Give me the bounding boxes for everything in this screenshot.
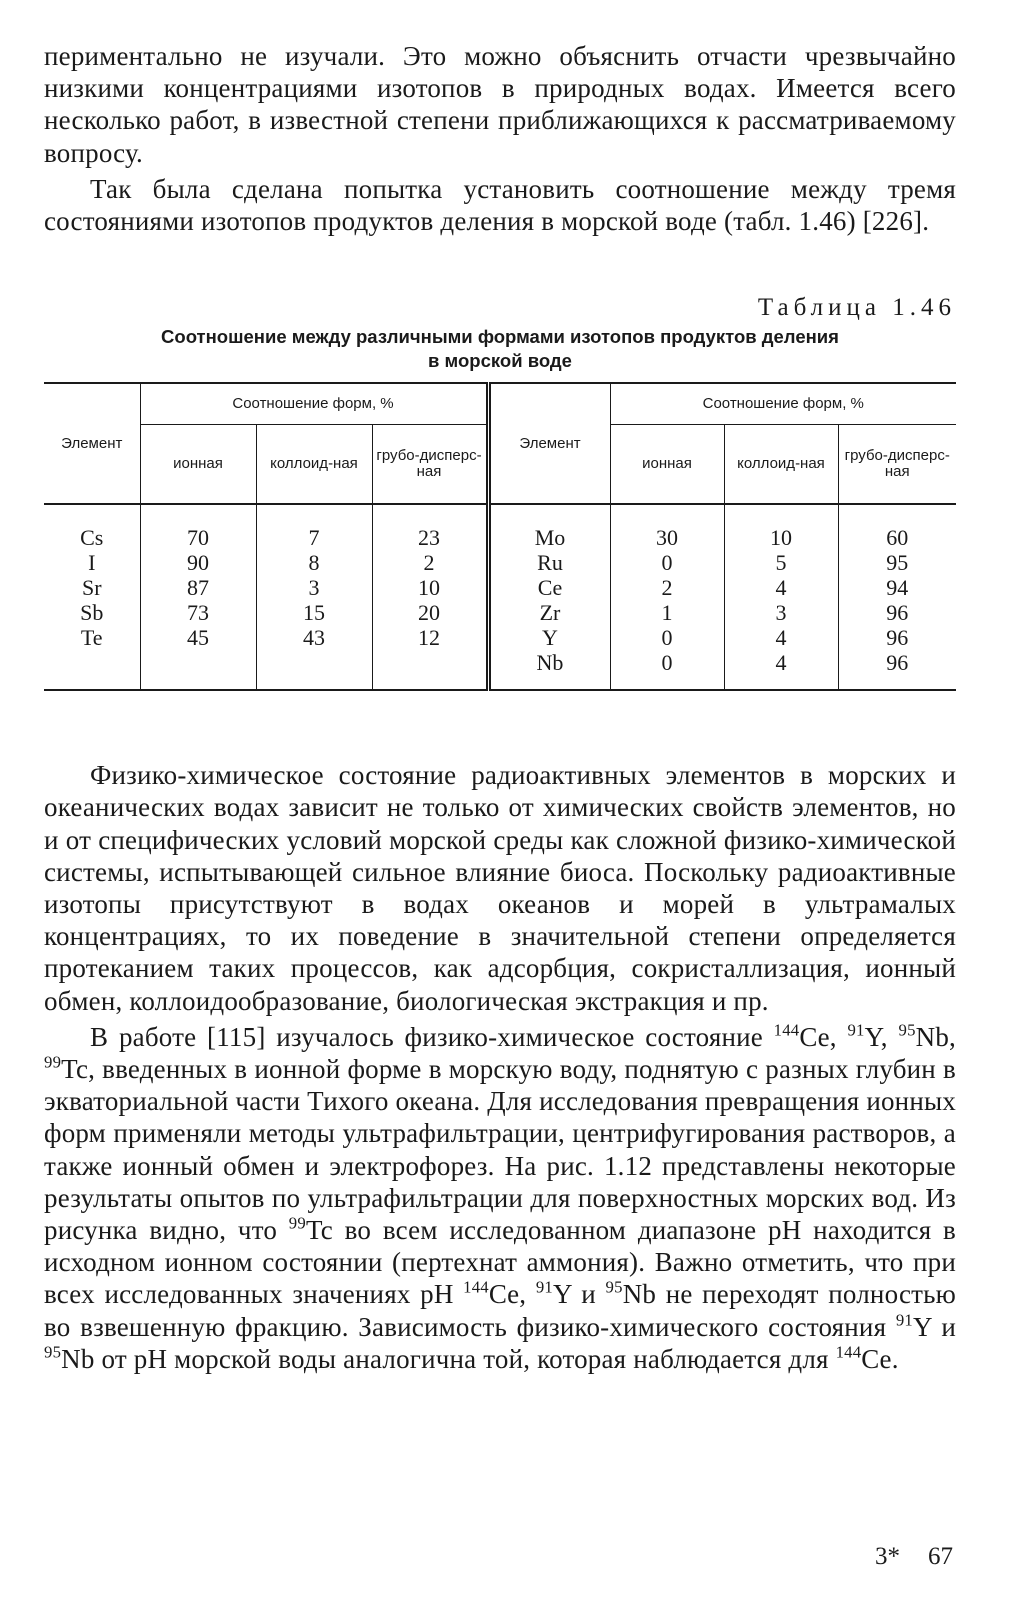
cell-colloid: 4 (775, 625, 787, 651)
printer-signature: 3* (875, 1543, 900, 1570)
cell-element: Sr (81, 575, 102, 601)
table-body-row (44, 504, 956, 690)
header-element-right: Элемент (488, 383, 610, 504)
column-colloid-left (256, 504, 372, 690)
cell-ionic: 45 (187, 625, 209, 651)
cell-element: Sb (80, 600, 104, 626)
table-caption: Таблица 1.46 (757, 294, 956, 322)
table-title-line2: в морской воде (428, 350, 572, 372)
cell-coarse: 12 (418, 625, 440, 651)
cell-colloid: 43 (303, 625, 325, 651)
isotope-forms-table (44, 382, 956, 691)
cell-coarse: 23 (418, 525, 440, 551)
header-coarse-left: грубо-дисперс-ная (372, 425, 488, 505)
cell-ionic: 2 (661, 575, 673, 601)
cell-ionic: 0 (661, 625, 673, 651)
cell-colloid: 3 (308, 575, 320, 601)
cell-element: Mo (534, 525, 566, 551)
page-number: 67 (928, 1543, 953, 1570)
cell-coarse: 2 (423, 550, 435, 576)
page (44, 40, 956, 1375)
column-ionic-left (140, 504, 256, 690)
cell-ionic: 90 (187, 550, 209, 576)
header-ionic-right: ионная (610, 425, 724, 505)
header-colloid-right: коллоид-ная (724, 425, 838, 505)
header-ionic-left: ионная (140, 425, 256, 505)
cell-element: Cs (80, 525, 104, 551)
column-element-right (488, 504, 610, 690)
cell-element: Te (80, 625, 103, 651)
cell-coarse: 95 (886, 550, 909, 576)
cell-colloid: 7 (308, 525, 320, 551)
column-element-left (44, 504, 140, 690)
header-forms-ratio-right: Соотношение форм, % (610, 383, 956, 425)
cell-coarse: 96 (886, 625, 909, 651)
cell-colloid: 4 (775, 650, 787, 676)
cell-colloid: 15 (303, 600, 325, 626)
header-colloid-left: коллоид-ная (256, 425, 372, 505)
cell-coarse: 94 (886, 575, 909, 601)
cell-ionic: 0 (661, 650, 673, 676)
cell-ionic: 87 (187, 575, 209, 601)
cell-ionic: 0 (661, 550, 673, 576)
cell-colloid: 3 (775, 600, 787, 626)
table-title-line1: Соотношение между различными формами изотопов продуктов деления (161, 326, 839, 348)
cell-ionic: 73 (187, 600, 209, 626)
cell-colloid: 5 (775, 550, 787, 576)
cell-element: Y (542, 625, 558, 651)
table-title (44, 325, 956, 373)
column-coarse-right (838, 504, 956, 690)
cell-coarse: 20 (418, 600, 440, 626)
cell-ionic: 70 (187, 525, 209, 551)
cell-colloid: 10 (770, 525, 792, 551)
header-coarse-right: грубо-дисперс-ная (838, 425, 956, 505)
column-colloid-right (724, 504, 838, 690)
paragraph-physicochemical-state: Физико-химическое состояние радиоактивных элементов в морских и океанических водах зависит не только от химических свойств элементов, но и от специфических условий морской среды как сложной физико-химической системы, испытывающей сильное влияние биоса. Поскольку радиоактивные изотопы присутствуют в водах океанов и морей в ультрамалых концентрациях, то их поведение в значительной степени определяется протеканием таких процессов, как адсорбция, сокристаллизация, ионный обмен, коллоидообразование, биологическая экстракция и пр. (44, 760, 956, 1016)
paragraph-table-intro: Так была сделана попытка установить соотношение между тремя состояниями изотопов продуктов деления в морской воде (табл. 1.46) [226]. (44, 173, 956, 237)
cell-element: Nb (536, 650, 564, 676)
column-coarse-left (372, 504, 488, 690)
paragraph-study-115: В работе [115] изучалось физико-химическое состояние $^{144}$Ce, $^{91}$Y, $^{95}$Nb, $^{99}$Tc, введенных в ионной форме в морскую воду, поднятую с разных глубин в экваториальной части Тихого океана. Для исследования превращения ионных форм применяли методы ультрафильтрации, центрифугирования растворов, а также ионный обмен и электрофорез. На рис. 1.12 представлены некоторые результаты опытов по ультрафильтрации для поверхностных морских вод. Из рисунка видно, что $^{99}$Tc во всем исследованном диапазоне pH находится в исходном ионном состоянии (пертехнат аммония). Важно отметить, что при всех исследованных значениях pH $^{144}$Ce, $^{91}$Y и $^{95}$Nb не переходят полностью во взвешенную фракцию. Зависимость физико-химического состояния $^{91}$Y и $^{95}$Nb от pH морской воды аналогична той, которая наблюдается для $^{144}$Ce. (44, 1020, 957, 1374)
cell-coarse: 96 (886, 600, 909, 626)
cell-coarse: 60 (886, 525, 909, 551)
cell-ionic: 1 (661, 600, 673, 626)
cell-colloid: 8 (308, 550, 320, 576)
page-footer (847, 1543, 953, 1571)
header-element-left: Элемент (61, 434, 123, 452)
cell-coarse: 10 (418, 575, 440, 601)
cell-coarse: 96 (886, 650, 909, 676)
cell-colloid: 4 (775, 575, 787, 601)
cell-element: Zr (539, 600, 561, 626)
cell-element: I (88, 550, 96, 576)
paragraph-continued: периментально не изучали. Это можно объяснить отчасти чрезвычайно низкими концентрациями изотопов в природных водах. Имеется всего несколько работ, в известной степени приближающихся к рассматриваемому вопросу. (44, 41, 956, 168)
cell-element: Ru (537, 550, 563, 576)
cell-element: Ce (537, 575, 563, 601)
column-ionic-right (610, 504, 724, 690)
header-forms-ratio-left: Соотношение форм, % (140, 383, 488, 425)
cell-ionic: 30 (656, 525, 678, 551)
